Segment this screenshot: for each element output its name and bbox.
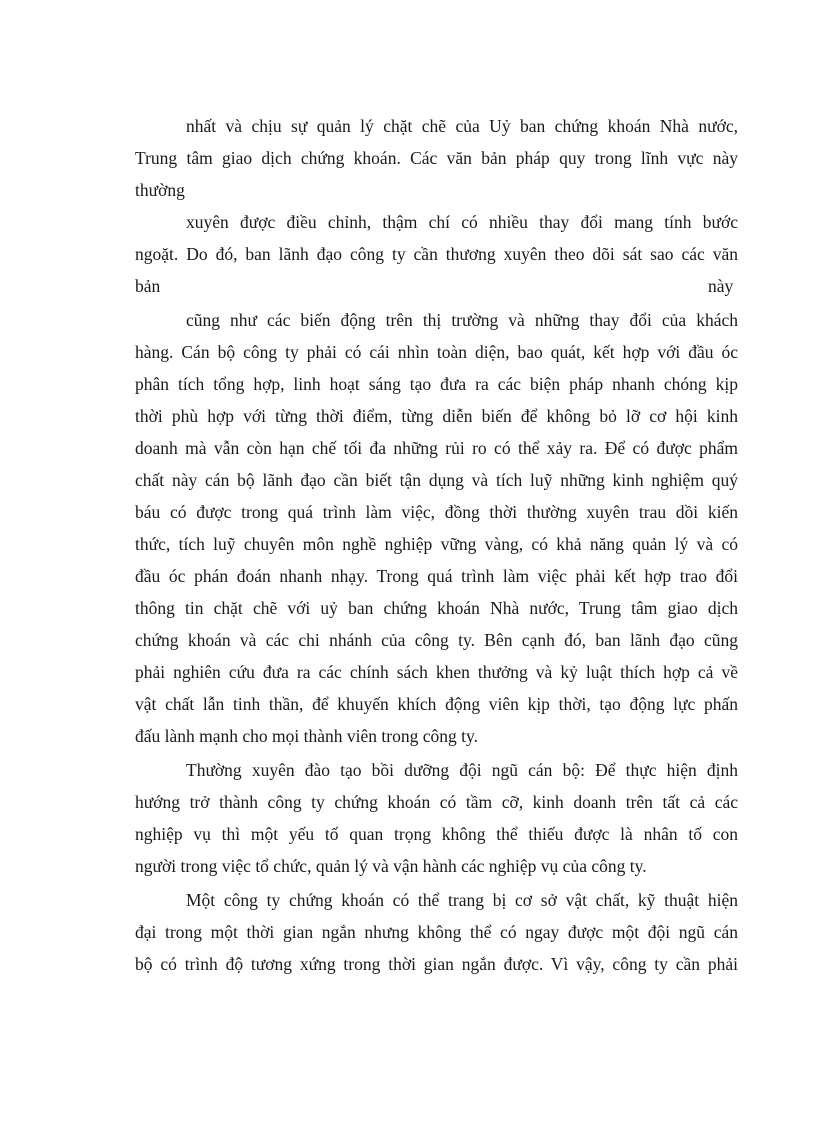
text-line: đại trong một thời gian ngắn nhưng không thể có ngay được một đội ngũ cán [135,922,738,942]
text-line: bản [135,276,161,296]
text-line: thông tin chặt chẽ với uỷ ban chứng khoán Nhà nước, Trung tâm giao dịch [135,598,738,618]
text-line: đấu lành mạnh cho mọi thành viên trong công ty. [135,726,478,746]
text-line: thức, tích luỹ chuyên môn nghề nghiệp vững vàng, có khả năng quản lý và có [135,534,738,554]
text-line: phải nghiên cứu đưa ra các chính sách khen thưởng và kỷ luật thích hợp cả về [135,662,738,682]
text-line: Thường xuyên đào tạo bồi dưỡng đội ngũ cán bộ: Để thực hiện định [186,760,738,780]
text-line: ngoặt. Do đó, ban lãnh đạo công ty cần thương xuyên theo dõi sát sao các văn [135,244,738,264]
text-line: nghiệp vụ thì một yếu tố quan trọng không thể thiếu được là nhân tố con [135,824,738,844]
text-line: doanh mà vẫn còn hạn chế tối đa những rủi ro có thể xảy ra. Để có được phẩm [135,438,738,458]
text-line: thời phù hợp với từng thời điểm, từng diễn biến để không bỏ lỡ cơ hội kinh [135,406,738,426]
text-line: chứng khoán và các chi nhánh của công ty. Bên cạnh đó, ban lãnh đạo cũng [135,630,738,650]
text-line: nhất và chịu sự quản lý chặt chẽ của Uỷ ban chứng khoán Nhà nước, [186,116,738,136]
text-line: chất này cán bộ lãnh đạo cần biết tận dụng và tích luỹ những kinh nghiệm quý [135,470,738,490]
text-line: người trong việc tổ chức, quản lý và vận hành các nghiệp vụ của công ty. [135,856,647,876]
text-line: cũng như các biến động trên thị trường và những thay đổi của khách [186,310,738,330]
text-line: Trung tâm giao dịch chứng khoán. Các văn bản pháp quy trong lĩnh vực này [135,148,738,168]
text-line: bộ có trình độ tương xứng trong thời gian ngắn được. Vì vậy, công ty cần phải [135,954,738,974]
text-line: vật chất lẫn tinh thần, để khuyến khích động viên kịp thời, tạo động lực phấn [135,694,738,714]
text-line: Một công ty chứng khoán có thể trang bị cơ sở vật chất, kỹ thuật hiện [186,890,738,910]
text-line: này [708,276,734,296]
text-line: phân tích tổng hợp, linh hoạt sáng tạo đưa ra các biện pháp nhanh chóng kịp [135,374,738,394]
text-line: xuyên được điều chỉnh, thậm chí có nhiều thay đổi mang tính bước [186,212,738,232]
text-line: thường [135,180,185,200]
text-line: đầu óc phán đoán nhanh nhạy. Trong quá trình làm việc phải kết hợp trao đổi [135,566,738,586]
text-line: hàng. Cán bộ công ty phải có cái nhìn toàn diện, bao quát, kết hợp với đầu óc [135,342,738,362]
text-line: báu có được trong quá trình làm việc, đồng thời thường xuyên trau dồi kiến [135,502,738,522]
text-line: hướng trở thành công ty chứng khoán có tầm cỡ, kinh doanh trên tất cả các [135,792,738,812]
